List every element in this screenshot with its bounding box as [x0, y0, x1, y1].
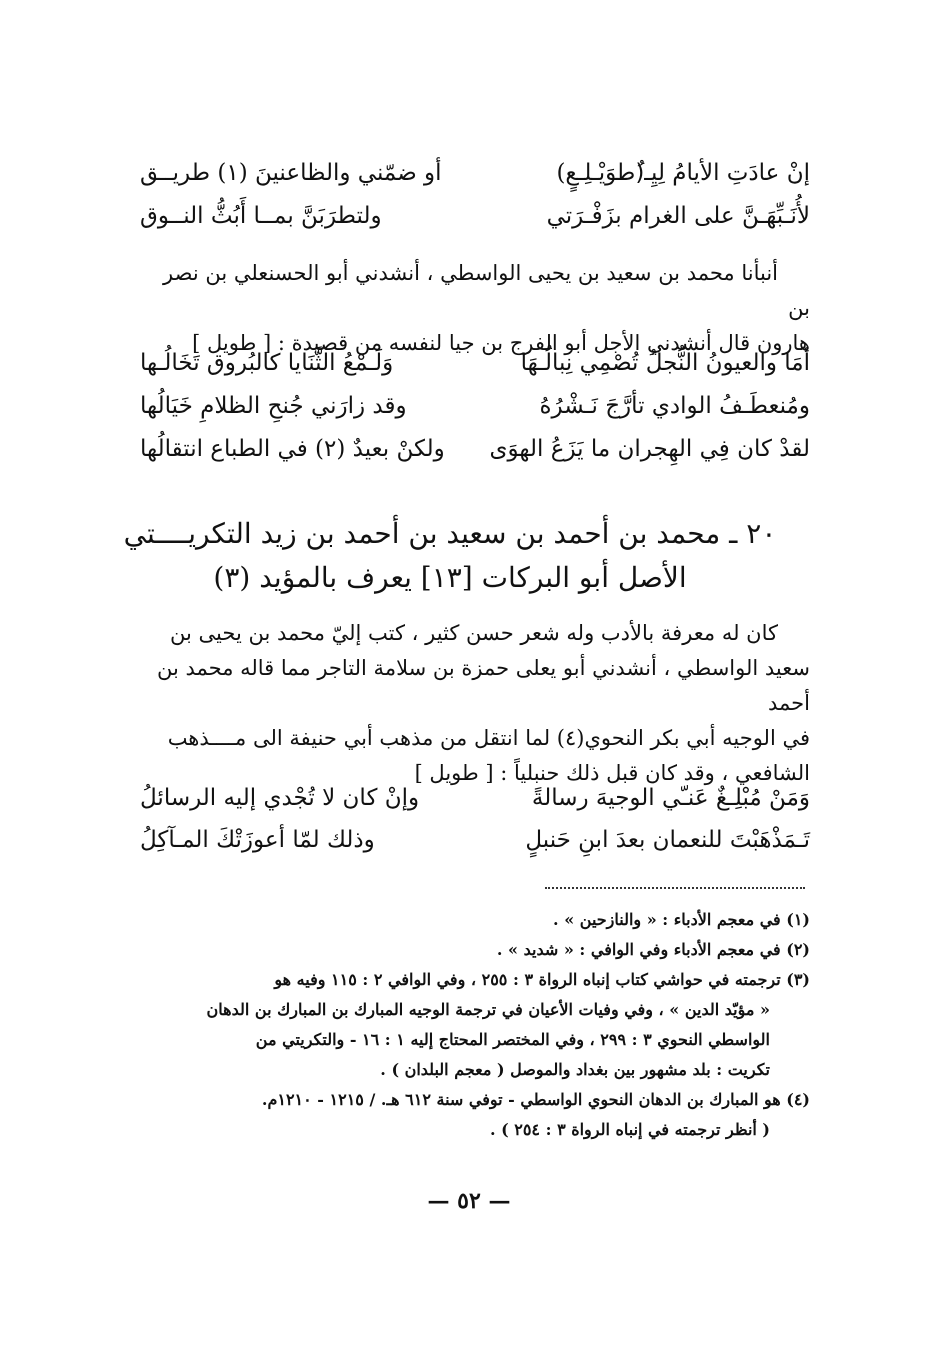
prose-paragraph-1	[138, 256, 810, 361]
verse-second-hemistich: وَلَـمْعُ الثَّنَايا كالبُروق تَخَالُـها	[140, 350, 394, 376]
verse-second-hemistich: وإنْ كان لا تُجْدي إليه الرسائلُ	[140, 785, 420, 811]
paragraph-line: في الوجيه أبي بكر النحوي(٤) لما انتقل من مذهب أبي حنيفة الى مــــذهب	[167, 726, 810, 750]
verse-line	[0, 350, 938, 390]
footnote-separator	[545, 887, 805, 889]
paragraph-line: الشافعي ، وقد كان قبل ذلك حنبلياً : [ طويل ]	[414, 761, 810, 785]
verse-line	[0, 203, 938, 243]
verse-first-hemistich: أمَا والعيونُ النُّجلُ تُصْمِي نِبالُـهَا	[520, 350, 810, 376]
verse-second-hemistich: ولتطرَبَنَّ بمــا أَبُثُّ النــوق	[140, 203, 382, 229]
entry-heading-line-1: ٢٠ ـ محمد بن أحمد بن سعيد بن أحمد بن زيد التكريــــتي	[123, 517, 777, 550]
verse-second-hemistich: ولكنْ بعيدٌ (٢) في الطباع انتقالُها	[140, 436, 445, 462]
verse-second-hemistich: وقد زارَني جُنحِ الظلامِ خَيَالُها	[140, 393, 407, 419]
paragraph-line: هارون قال أنشدني الأجل أبو الفرج بن جيا لنفسه من قصيدة : [ طويل ]	[192, 331, 810, 355]
verse-first-hemistich: لأُنَـبِّهَـنَّ على الغرام بزَفْـرَتي	[546, 203, 810, 229]
verse-second-hemistich: وذلك لمّا أعوزَتْكَ المـآكِلُ	[140, 827, 375, 853]
verse-second-hemistich: أو ضمّني والظاعنينَ (١) طريــق	[140, 160, 442, 186]
footnote-3-continuation: الواسطي النحوي ٣ : ٢٩٩ ، وفي المختصر المحتاج إليه ١ : ١٦ - والتكريتي من	[255, 1030, 770, 1049]
entry-heading-line-2: الأصل أبو البركات [١٣] يعرف بالمؤيد (٣)	[213, 561, 687, 594]
paragraph-line: سعيد الواسطي ، أنشدني أبو يعلى حمزة بن سلامة التاجر مما قاله محمد بن أحمد	[156, 656, 810, 715]
page-number: — ٥٢ —	[427, 1188, 511, 1214]
verse-line	[0, 436, 938, 476]
footnotes	[130, 905, 810, 1145]
prose-paragraph-2	[138, 616, 810, 791]
footnote-1: (١) في معجم الأدباء : « والنازحين » .	[553, 910, 810, 929]
paragraph-line: أنبأنا محمد بن سعيد بن يحيى الواسطي ، أنشدني أبو الحسنعلي بن نصر بن	[163, 261, 810, 320]
verse-line	[0, 160, 938, 200]
footnote-3: (٣) ترجمته في حواشي كتاب إنباه الرواة ٣ : ٢٥٥ ، وفي الوافي ٢ : ١١٥ وفيه هو	[274, 970, 810, 989]
footnote-3-continuation: تكريت : بلد مشهور بين بغداد والموصل ( معجم البلدان ) .	[380, 1060, 770, 1079]
verse-first-hemistich: وَمَنْ مُبْلِـغٌ عَنـّي الوجيهَ رسالةً	[531, 785, 810, 811]
paragraph-line: كان له معرفة بالأدب وله شعر حسن كثير ، كتب إليّ محمد بن يحيى بن	[170, 621, 778, 645]
footnote-4-continuation: ( أنظر ترجمته في إنباه الرواة ٣ : ٢٥٤ ) .	[489, 1120, 770, 1139]
verse-first-hemistich: تَـمَذْهَبْتَ للنعمان بعدَ ابنِ حَنبلٍ	[525, 827, 810, 853]
verse-first-hemistich: لقدْ كان فِي الهِجران ما يَزَعُ الهوَى	[489, 436, 810, 462]
footnote-4: (٤) هو المبارك بن الدهان النحوي الواسطي - توفي سنة ٦١٢ هـ. / ١٢١٥ - ١٢١٠م.	[261, 1090, 810, 1109]
footnote-3-continuation: « مؤيّد الدين » ، وفي وفيات الأعيان في ترجمة الوجيه المبارك بن المبارك بن الدهان	[206, 1000, 770, 1019]
footnote-2: (٢) في معجم الأدباء وفي الوافي : « شديد » .	[496, 940, 810, 959]
verse-first-hemistich: ومُنعطَـفُ الوادي تأرَّجَ نَـشْرُهُ	[539, 393, 810, 419]
verse-line	[0, 785, 938, 825]
entry-heading	[100, 512, 800, 600]
verse-line	[0, 393, 938, 433]
verse-line	[0, 827, 938, 867]
verse-first-hemistich: إنْ عادَتِ الأيامُ لِيِـ(ُطوَيْـلِـعٍ)	[556, 160, 810, 186]
